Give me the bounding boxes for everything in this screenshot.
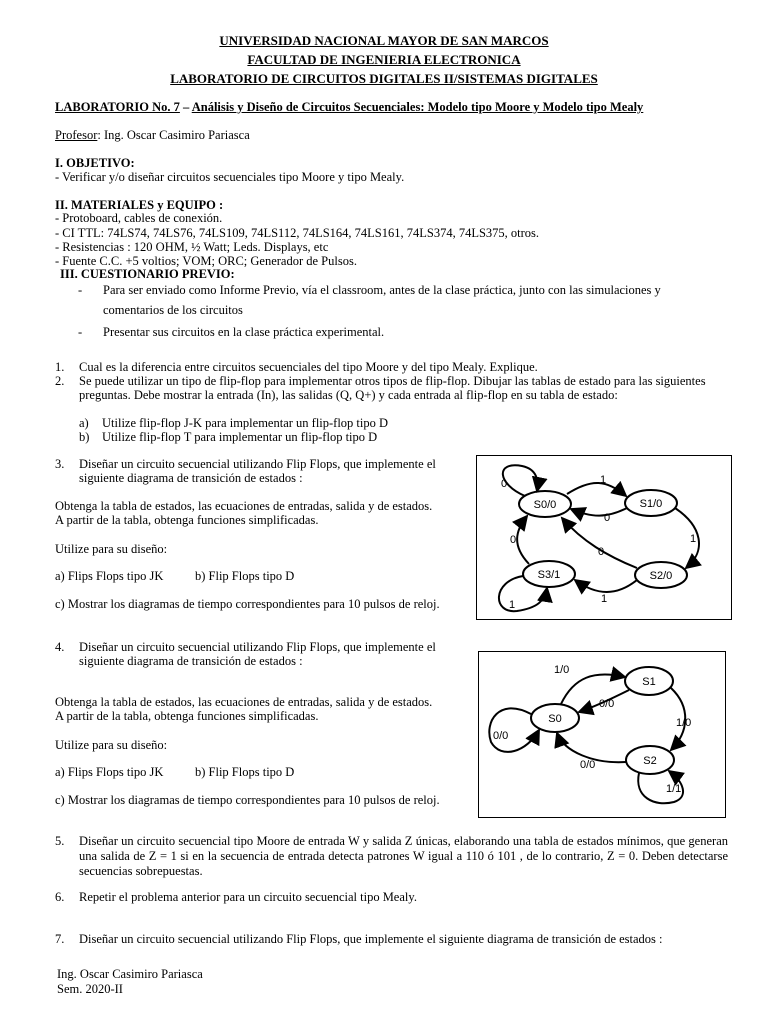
question-number: 4. — [55, 640, 65, 654]
question-4: Diseñar un circuito secuencial utilizando Flip Flops, que implemente el — [79, 640, 436, 654]
cuestionario-heading: III. CUESTIONARIO PREVIO: — [60, 267, 235, 281]
sub-label: b) — [79, 430, 90, 444]
question-number: 6. — [55, 890, 65, 904]
q3-instructions: A partir de la tabla, obtenga funciones simplificadas. — [55, 513, 319, 527]
question-number: 7. — [55, 932, 65, 946]
q4-utilize: Utilize para su diseño: — [55, 738, 168, 752]
question-number: 2. — [55, 374, 65, 388]
cuestionario-bullet-cont: comentarios de los circuitos — [103, 303, 243, 317]
lab-course-title: LABORATORIO DE CIRCUITOS DIGITALES II/SISTEMAS DIGITALES — [170, 71, 598, 86]
mealy-state-diagram — [478, 651, 726, 818]
materiales-line: - Protoboard, cables de conexión. — [55, 211, 223, 225]
transition-label: 1 — [601, 593, 608, 605]
faculty-title: FACULTAD DE INGENIERIA ELECTRONICA — [247, 52, 521, 67]
question-3-cont: siguiente diagrama de transición de estados : — [79, 471, 303, 485]
q4-option-a: a) Flips Flops tipo JK — [55, 765, 164, 779]
transition-label: 0/0 — [599, 698, 615, 710]
q3-option-a: a) Flips Flops tipo JK — [55, 569, 164, 583]
transition-arrow — [517, 516, 529, 564]
bullet-dash: - — [78, 283, 83, 297]
materiales-heading: II. MATERIALES y EQUIPO : — [55, 198, 224, 212]
objetivo-heading: I. OBJETIVO: — [55, 156, 135, 170]
transition-arrow — [503, 465, 538, 496]
profesor-line — [55, 128, 250, 143]
materiales-line: - CI TTL: 74LS74, 74LS76, 74LS109, 74LS112, 74LS164, 74LS161, 74LS374, 74LS375, otros. — [55, 226, 540, 240]
moore-state-diagram — [476, 455, 732, 620]
transition-label: 1 — [600, 474, 607, 486]
question-6: Repetir el problema anterior para un circuito secuencial tipo Mealy. — [79, 890, 417, 904]
transition-label: 1/1 — [666, 783, 682, 795]
mealy-diagram-svg — [479, 652, 725, 817]
q3-utilize: Utilize para su diseño: — [55, 542, 168, 556]
question-number: 3. — [55, 457, 65, 471]
state-label: S1/0 — [639, 498, 663, 510]
question-number: 1. — [55, 360, 65, 374]
materiales-line: - Fuente C.C. +5 voltios; VOM; ORC; Generador de Pulsos. — [55, 254, 357, 268]
state-label: S2 — [643, 755, 657, 767]
question-2: Se puede utilizar un tipo de flip-flop para implementar otros tipos de flip-flop. Dibujar las tablas de estado para las siguientes — [79, 374, 706, 388]
footer-semester: Sem. 2020-II — [57, 982, 123, 996]
state-label: S0/0 — [533, 499, 557, 511]
state-label: S1 — [642, 676, 656, 688]
question-2-cont: preguntas. Debe mostrar la entrada (In), las salidas (Q, Q+) y cada entrada al flip-flop en su tabla de estado: — [79, 388, 618, 402]
transition-label: 1 — [509, 599, 516, 611]
question-4-cont: siguiente diagrama de transición de estados : — [79, 654, 303, 668]
q4-instructions: Obtenga la tabla de estados, las ecuaciones de entradas, salida y de estados. — [55, 695, 433, 709]
question-5: Diseñar un circuito secuencial tipo Moore de entrada W y salida Z únicas, elaborando una tabla de estados mínimos, que generan una salida de Z = 1 si en la secuencia de entrada detecta patrones W igual a 110 ó 101 , de lo contrario, Z = 0. Deben detectarse secuencias sobrepuestas. — [79, 834, 728, 878]
lab-dash: – — [179, 100, 192, 114]
question-2a: Utilize flip-flop J-K para implementar un flip-flop tipo D — [102, 416, 389, 430]
transition-arrow — [561, 674, 625, 704]
profesor-label: Profesor — [55, 128, 98, 142]
q3-instructions: Obtenga la tabla de estados, las ecuaciones de entradas, salida y de estados. — [55, 499, 433, 513]
q3-option-b: b) Flip Flops tipo D — [195, 569, 295, 583]
transition-label: 0/0 — [580, 759, 596, 771]
profesor-name: : Ing. Oscar Casimiro Pariasca — [97, 128, 250, 142]
transition-arrow — [571, 508, 627, 516]
question-7: Diseñar un circuito secuencial utilizando Flip Flops, que implemente el siguiente diagrama de transición de estados : — [79, 932, 663, 946]
q4-option-b: b) Flip Flops tipo D — [195, 765, 295, 779]
transition-label: 0 — [598, 546, 605, 558]
q4-option-c: c) Mostrar los diagramas de tiempo correspondientes para 10 pulsos de reloj. — [55, 793, 440, 807]
footer-author: Ing. Oscar Casimiro Pariasca — [57, 967, 203, 981]
transition-arrow — [575, 580, 637, 592]
cuestionario-bullet: Para ser enviado como Informe Previo, vía el classroom, antes de la clase práctica, junto con las simulaciones y — [103, 283, 661, 297]
q3-option-c: c) Mostrar los diagramas de tiempo correspondientes para 10 pulsos de reloj. — [55, 597, 440, 611]
materiales-line: - Resistencias : 120 OHM, ½ Watt; Leds. Displays, etc — [55, 240, 329, 254]
transition-label: 0 — [604, 512, 611, 524]
transition-label: 0/0 — [493, 730, 509, 742]
lab-title — [55, 100, 643, 115]
transition-label: 0 — [510, 534, 517, 546]
university-title: UNIVERSIDAD NACIONAL MAYOR DE SAN MARCOS — [219, 33, 549, 48]
transition-arrow — [567, 483, 626, 496]
transition-label: 1 — [690, 533, 697, 545]
lab-subject: Análisis y Diseño de Circuitos Secuenciales: Modelo tipo Moore y Modelo tipo Mealy — [191, 100, 644, 114]
state-label: S2/0 — [649, 570, 673, 582]
transition-label: 1/0 — [676, 717, 692, 729]
state-label: S0 — [548, 713, 562, 725]
transition-label: 1/0 — [554, 664, 570, 676]
question-number: 5. — [55, 834, 65, 848]
state-label: S3/1 — [537, 569, 561, 581]
question-3: Diseñar un circuito secuencial utilizando Flip Flops, que implemente el — [79, 457, 436, 471]
transition-arrow — [562, 518, 637, 568]
bullet-dash: - — [78, 325, 83, 339]
objetivo-text: - Verificar y/o diseñar circuitos secuenciales tipo Moore y tipo Mealy. — [55, 170, 405, 184]
sub-label: a) — [79, 416, 89, 430]
question-1: Cual es la diferencia entre circuitos secuenciales del tipo Moore y del tipo Mealy. Explique. — [79, 360, 538, 374]
cuestionario-bullet: Presentar sus circuitos en la clase práctica experimental. — [103, 325, 385, 339]
transition-arrow — [557, 733, 626, 762]
transition-label: 0 — [501, 478, 508, 490]
question-2b: Utilize flip-flop T para implementar un flip-flop tipo D — [102, 430, 378, 444]
q4-instructions: A partir de la tabla, obtenga funciones simplificadas. — [55, 709, 319, 723]
transition-arrow — [499, 576, 547, 611]
lab-number: LABORATORIO No. 7 — [55, 100, 180, 114]
moore-diagram-svg — [477, 456, 731, 619]
